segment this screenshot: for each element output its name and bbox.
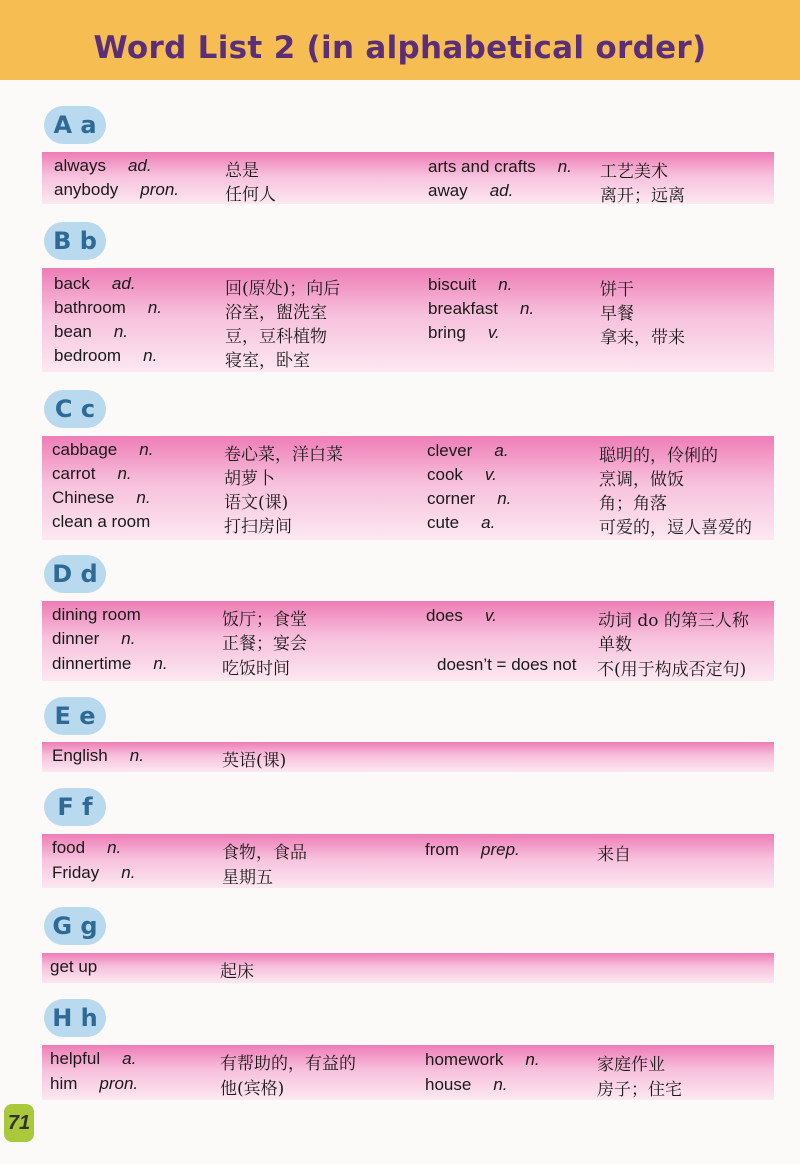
word-meaning-continued: 单数 (598, 635, 632, 655)
word-entry: bathroom n. (54, 298, 163, 317)
letter-heading-f: F f (44, 788, 106, 826)
word-meaning: 总是 (225, 161, 259, 181)
word-entry: Friday n. (52, 863, 136, 882)
word-entry: English n. (52, 746, 144, 765)
word-meaning: 起床 (220, 962, 254, 982)
word-meaning: 不(用于构成否定句) (597, 660, 747, 680)
word-entry: house n. (425, 1075, 508, 1094)
word-meaning: 语文(课) (224, 493, 289, 513)
word-meaning: 浴室，盥洗室 (225, 303, 327, 323)
word-entry: cabbage n. (52, 440, 154, 459)
word-meaning: 饼干 (600, 280, 634, 300)
word-meaning: 豆，豆科植物 (225, 327, 327, 347)
word-meaning: 饭厅；食堂 (222, 610, 307, 630)
word-meaning: 烹调，做饭 (599, 470, 684, 490)
letter-heading-b: B b (44, 222, 106, 260)
word-entry: get up (50, 957, 98, 976)
word-entry: cook v. (427, 465, 497, 484)
letter-heading-g: G g (44, 907, 106, 945)
word-entry: bean n. (54, 322, 129, 341)
letter-heading-h: H h (44, 999, 106, 1037)
word-meaning: 正餐；宴会 (222, 634, 307, 654)
word-meaning: 星期五 (222, 868, 273, 888)
word-entry: away ad. (428, 181, 514, 200)
word-meaning: 胡萝卜 (224, 469, 275, 489)
word-entry: corner n. (427, 489, 512, 508)
letter-heading-e: E e (44, 697, 106, 735)
word-meaning: 任何人 (225, 185, 276, 205)
word-meaning: 角；角落 (599, 494, 667, 514)
word-meaning: 动词 do 的第三人称 (598, 611, 749, 631)
word-entry: dinner n. (52, 629, 136, 648)
header-band (0, 0, 800, 80)
word-entry: always ad. (54, 156, 152, 175)
word-entry: homework n. (425, 1050, 540, 1069)
word-meaning: 房子；住宅 (597, 1080, 682, 1100)
word-entry: food n. (52, 838, 122, 857)
letter-heading-c: C c (44, 390, 106, 428)
word-meaning: 食物，食品 (222, 843, 307, 863)
word-entry: helpful a. (50, 1049, 137, 1068)
word-entry: bring v. (428, 323, 500, 342)
word-entry: anybody pron. (54, 180, 180, 199)
word-meaning: 工艺美术 (600, 162, 668, 182)
word-meaning: 拿来，带来 (600, 328, 685, 348)
word-entry: dinnertime n. (52, 654, 168, 673)
word-meaning: 寝室，卧室 (225, 351, 310, 371)
word-meaning: 他(宾格) (220, 1079, 285, 1099)
word-entry: arts and crafts n. (428, 157, 572, 176)
word-entry: breakfast n. (428, 299, 535, 318)
word-entry: back ad. (54, 274, 136, 293)
word-meaning: 家庭作业 (597, 1055, 665, 1075)
word-meaning: 来自 (597, 845, 631, 865)
word-band-g (42, 953, 774, 983)
word-meaning: 吃饭时间 (222, 659, 290, 679)
word-entry: biscuit n. (428, 275, 513, 294)
word-meaning: 回(原处)；向后 (225, 279, 341, 299)
page-number: 71 (4, 1104, 34, 1142)
word-band-e (42, 742, 774, 772)
word-entry: does v. (426, 606, 497, 625)
word-entry: clever a. (427, 441, 509, 460)
word-meaning: 早餐 (600, 304, 634, 324)
word-entry: clean a room (52, 512, 151, 531)
word-meaning: 卷心菜，洋白菜 (224, 445, 343, 465)
word-entry: doesn’t = does not (437, 655, 577, 674)
word-entry: bedroom n. (54, 346, 158, 365)
word-meaning: 英语(课) (222, 751, 287, 771)
word-meaning: 有帮助的，有益的 (220, 1054, 356, 1074)
letter-heading-a: A a (44, 106, 106, 144)
letter-heading-d: D d (44, 555, 106, 593)
word-band-f (42, 834, 774, 888)
word-entry: from prep. (425, 840, 520, 859)
word-meaning: 离开；远离 (600, 186, 685, 206)
word-meaning: 打扫房间 (224, 517, 292, 537)
word-entry: dining room (52, 605, 141, 624)
word-meaning: 聪明的，伶俐的 (599, 446, 718, 466)
word-entry: cute a. (427, 513, 496, 532)
word-meaning: 可爱的，逗人喜爱的 (599, 518, 752, 538)
word-entry: Chinese n. (52, 488, 151, 507)
word-entry: him pron. (50, 1074, 139, 1093)
page-title: Word List 2 (in alphabetical order) (93, 30, 707, 66)
word-entry: carrot n. (52, 464, 132, 483)
